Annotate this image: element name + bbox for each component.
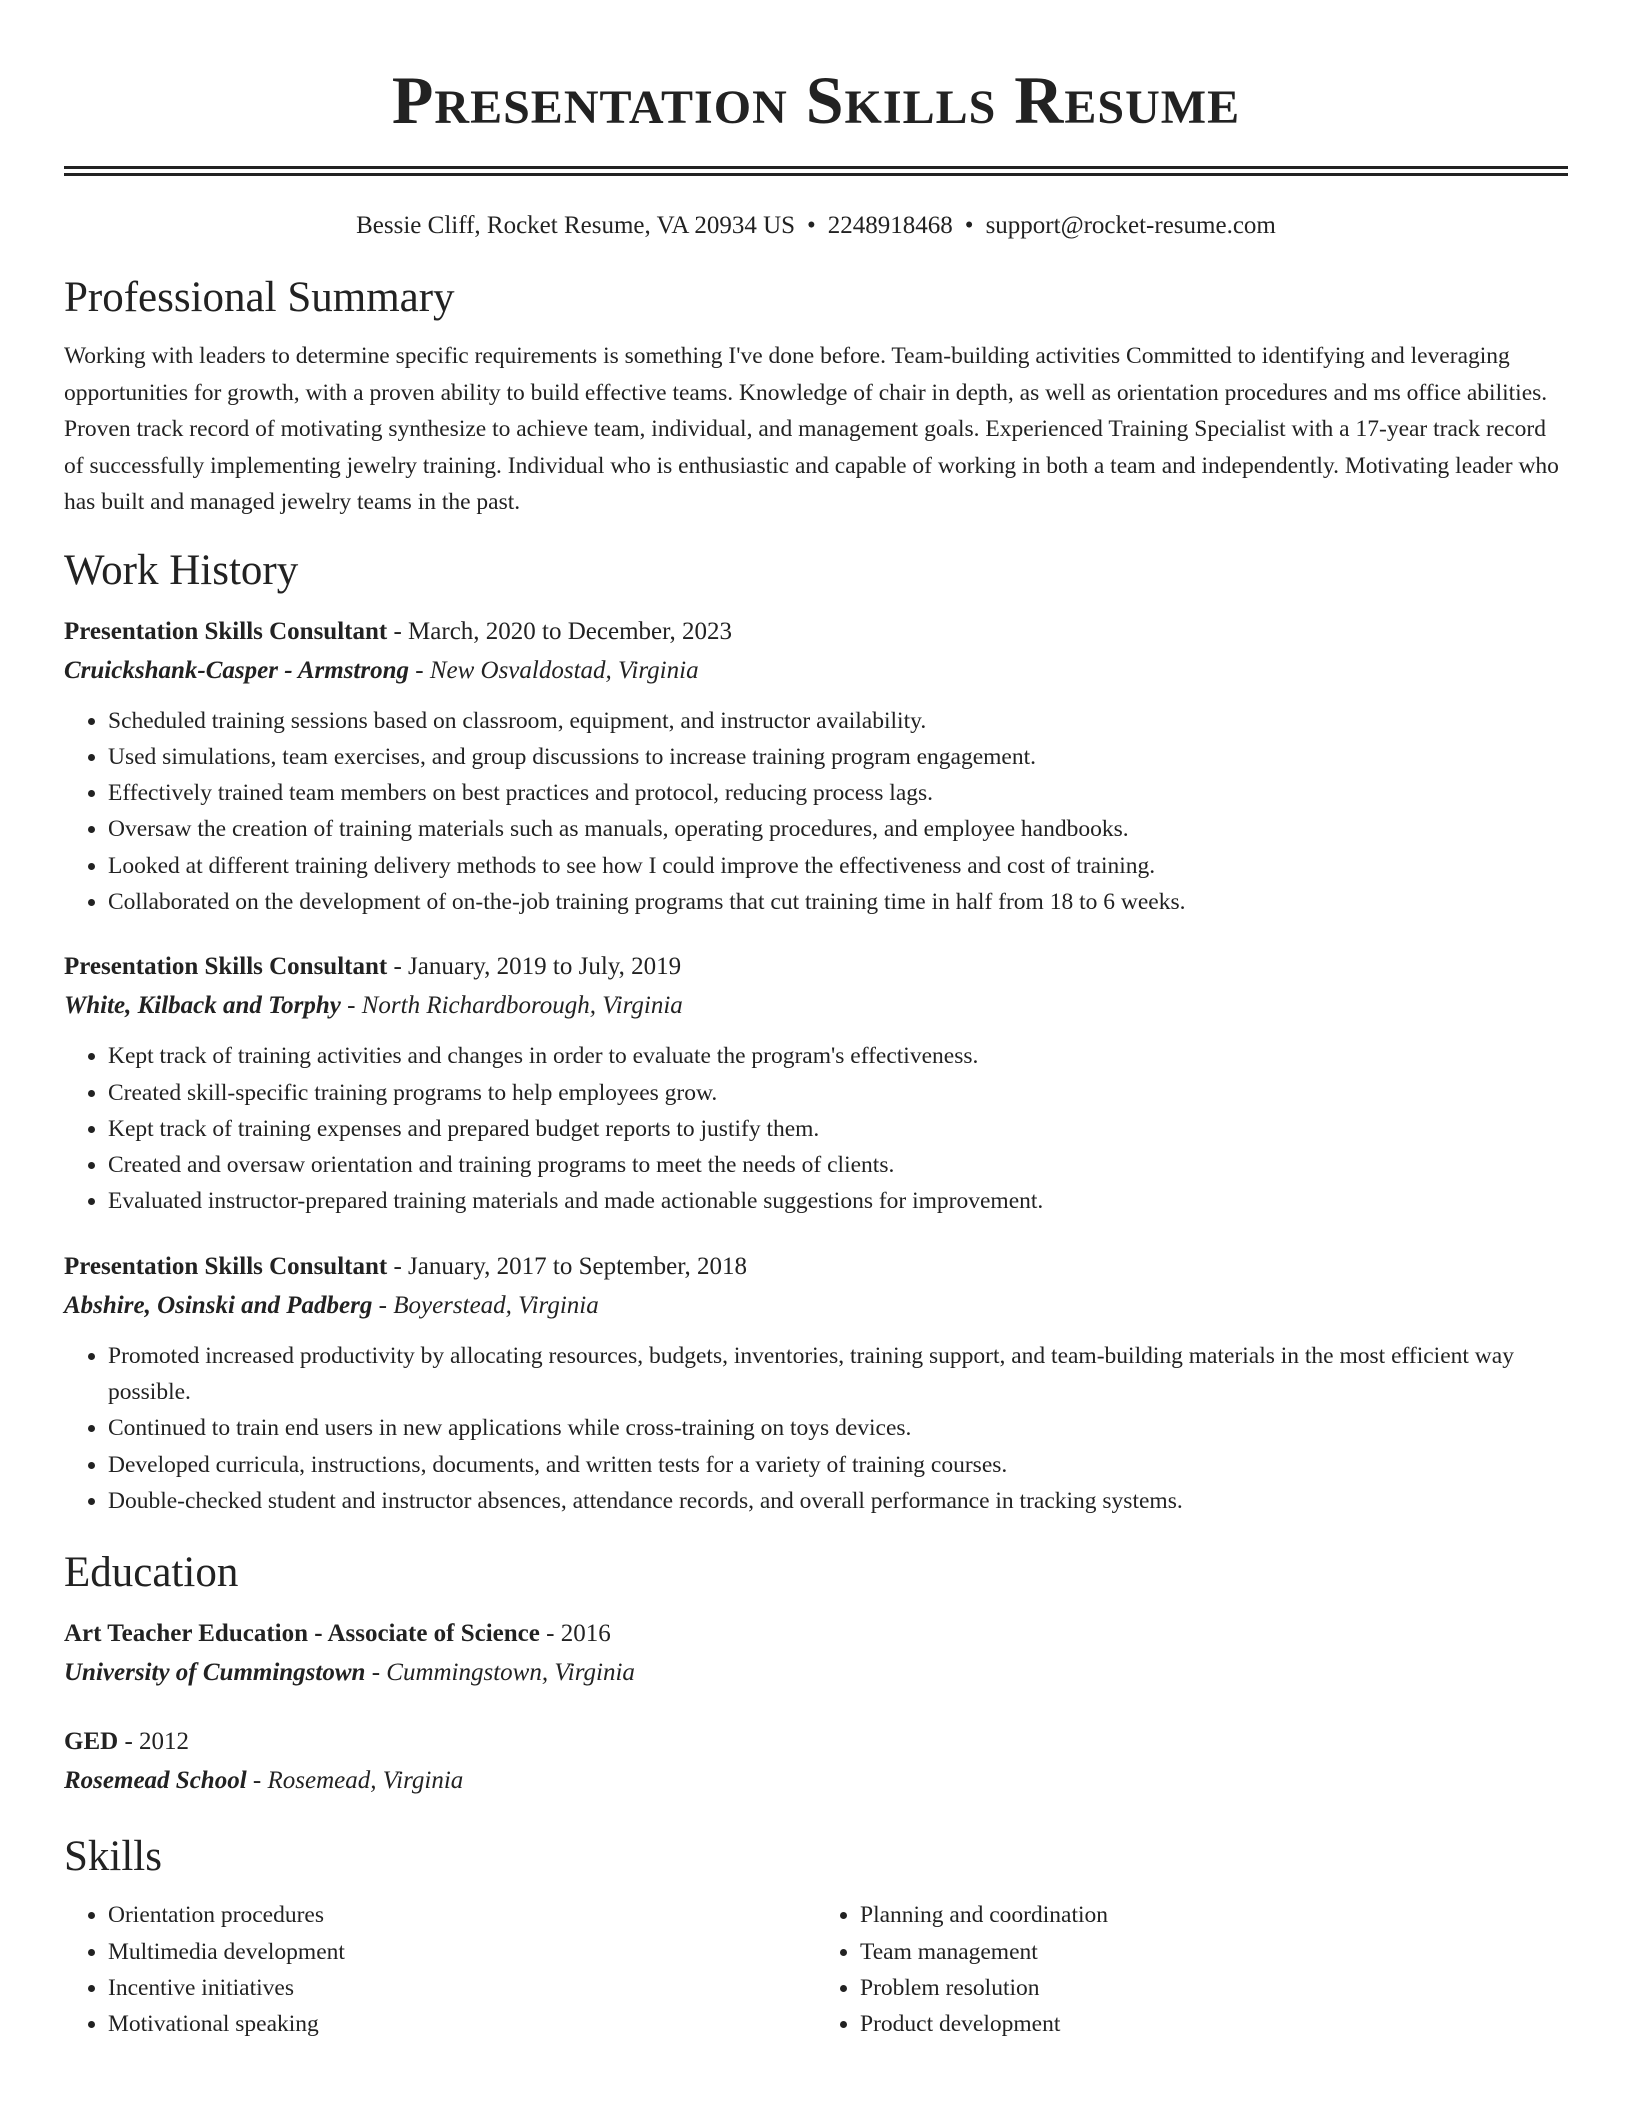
skill-item: • Orientation procedures [108, 1897, 816, 1933]
contact-separator: • [964, 212, 974, 239]
school-name: University of Cummingstown [64, 1659, 366, 1687]
degree-name: Art Teacher Education - Associate of Science [64, 1620, 540, 1648]
work-history-heading: Work History [64, 546, 299, 594]
list-item: • Looked at different training delivery methods to see how I could improve the effectiveness and cost of training. [108, 848, 1568, 884]
skills-list [64, 1897, 1568, 2042]
company-location: - New Osvaldostad, Virginia [409, 656, 699, 684]
contact-line [64, 210, 1568, 242]
skills-column-right [816, 1897, 1568, 2042]
list-item: • Created skill-specific training programs to help employees grow. [108, 1075, 1568, 1111]
list-item: • Continued to train end users in new applications while cross-training on toys devices. [108, 1410, 1568, 1446]
job-bullets [64, 703, 1568, 921]
contact-separator: • [807, 212, 816, 239]
skill-item: • Team management [860, 1934, 1568, 1970]
company-location: - Boyerstead, Virginia [372, 1291, 599, 1319]
education-entry [64, 1615, 1568, 1693]
job-title-line [64, 948, 1568, 986]
school-location: - Cummingstown, Virginia [365, 1659, 635, 1687]
education-entry [64, 1723, 1568, 1801]
company-name: Abshire, Osinski and Padberg [64, 1291, 373, 1319]
contact-email: support@rocket-resume.com [985, 212, 1276, 239]
list-item: • Promoted increased productivity by allocating resources, budgets, inventories, training support, and team-building materials in the most efficient way possible. [108, 1338, 1568, 1411]
page-title: Presentation Skills Resume [391, 62, 1241, 138]
list-item: • Kept track of training expenses and prepared budget reports to justify them. [108, 1111, 1568, 1147]
degree-year: - 2012 [118, 1728, 190, 1756]
job-title: Presentation Skills Consultant [64, 1252, 388, 1280]
list-item: • Created and oversaw orientation and training programs to meet the needs of clients. [108, 1147, 1568, 1183]
list-item: • Kept track of training activities and changes in order to evaluate the program's effectiveness. [108, 1038, 1568, 1074]
list-item: • Developed curricula, instructions, documents, and written tests for a variety of training courses. [108, 1447, 1568, 1483]
school-location: - Rosemead, Virginia [246, 1767, 464, 1795]
summary-text: Working with leaders to determine specific requirements is something I've done before. Team-building activities Committed to identifying and leveraging opportunities for growth, with a proven ability to build effective teams. Knowledge of chair in depth, as well as orientation procedures and ms office abilities. Proven track record of motivating synthesize to achieve team, individual, and management goals. Experienced Training Specialist with a 17-year track record of successfully implementing jewelry training. Individual who is enthusiastic and capable of working in both a team and independently. Motivating leader who has built and managed jewelry teams in the past. [64, 343, 1559, 515]
job-bullets [64, 1038, 1568, 1219]
job-bullets [64, 1338, 1568, 1519]
list-item: • Collaborated on the development of on-the-job training programs that cut training time in half from 18 to 6 weeks. [108, 884, 1568, 920]
skill-item: • Problem resolution [860, 1970, 1568, 2006]
school-line [64, 1761, 1568, 1801]
degree-year: - 2016 [539, 1620, 611, 1648]
list-item: • Double-checked student and instructor absences, attendance records, and overall performance in tracking systems. [108, 1483, 1568, 1519]
summary-heading: Professional Summary [64, 274, 455, 321]
skill-item: • Multimedia development [108, 1934, 816, 1970]
degree-line [64, 1615, 1568, 1653]
skill-item: • Incentive initiatives [108, 1970, 816, 2006]
job-title-line [64, 613, 1568, 651]
school-line [64, 1653, 1568, 1693]
job-dates: - March, 2020 to December, 2023 [387, 617, 732, 645]
school-name: Rosemead School [64, 1767, 247, 1795]
company-location: - North Richardborough, Virginia [340, 992, 683, 1020]
company-line [64, 1286, 1568, 1326]
skill-item: • Motivational speaking [108, 2006, 816, 2042]
job-entry [64, 613, 1568, 921]
job-dates: - January, 2019 to July, 2019 [387, 953, 682, 981]
education-heading: Education [64, 1549, 239, 1597]
company-line [64, 651, 1568, 691]
company-name: White, Kilback and Torphy [64, 992, 341, 1020]
title-double-rule [64, 166, 1568, 176]
skill-item: • Planning and coordination [860, 1897, 1568, 1933]
degree-name: GED [64, 1728, 119, 1756]
contact-address: Bessie Cliff, Rocket Resume, VA 20934 US [356, 212, 796, 239]
contact-phone: 2248918468 [827, 212, 953, 239]
skill-item: • Product development [860, 2006, 1568, 2042]
list-item: • Scheduled training sessions based on classroom, equipment, and instructor availability. [108, 703, 1568, 739]
company-name: Cruickshank-Casper - Armstrong [64, 656, 409, 684]
job-title: Presentation Skills Consultant [64, 953, 388, 981]
job-dates: - January, 2017 to September, 2018 [387, 1252, 748, 1280]
skills-column-left [64, 1897, 816, 2042]
list-item: • Oversaw the creation of training materials such as manuals, operating procedures, and employee handbooks. [108, 811, 1568, 847]
company-line [64, 986, 1568, 1026]
job-title: Presentation Skills Consultant [64, 617, 388, 645]
list-item: • Evaluated instructor-prepared training materials and made actionable suggestions for improvement. [108, 1183, 1568, 1219]
list-item: • Used simulations, team exercises, and group discussions to increase training program engagement. [108, 739, 1568, 775]
job-title-line [64, 1248, 1568, 1286]
list-item: • Effectively trained team members on best practices and protocol, reducing process lags. [108, 775, 1568, 811]
job-entry [64, 948, 1568, 1219]
job-entry [64, 1248, 1568, 1519]
degree-line [64, 1723, 1568, 1761]
skills-heading: Skills [64, 1833, 162, 1881]
